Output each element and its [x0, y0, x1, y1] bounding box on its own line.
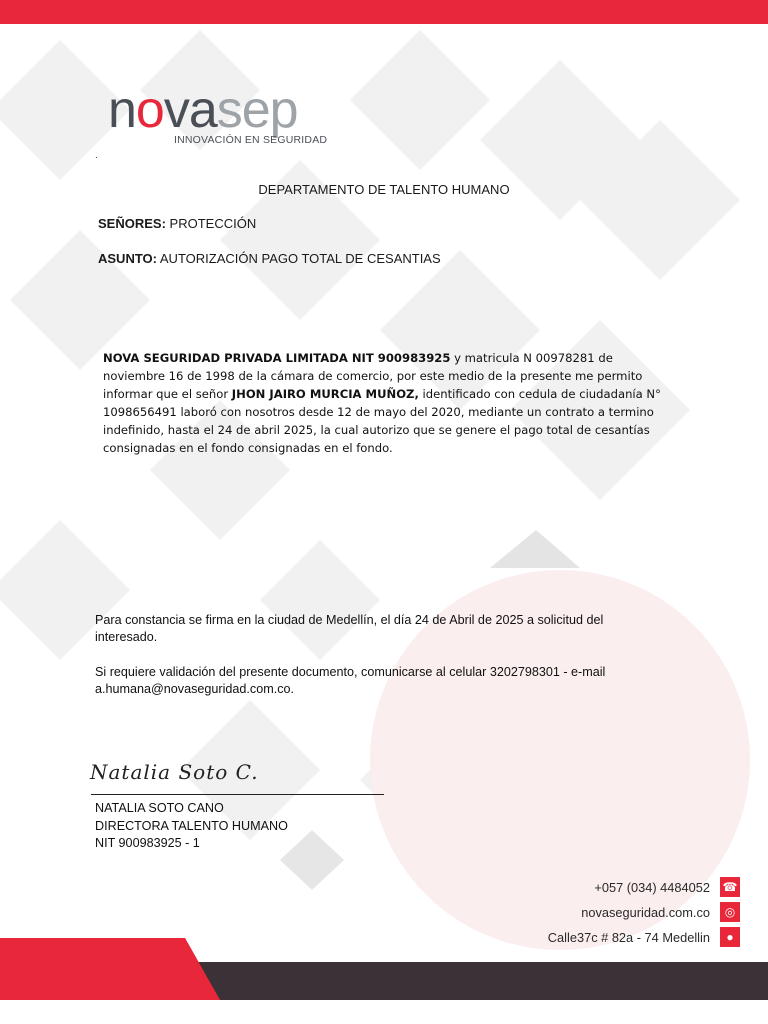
body-text-1: y matricula N 00978281 de noviembre 16 de 1998 de la cámara de comercio, por este medio de la presente me permito informar que el señor	[103, 351, 643, 401]
location-pin-icon: ●	[720, 927, 740, 947]
phone-icon: ☎	[720, 877, 740, 897]
contact-address-text: Calle37c # 82a - 74 Medellin	[547, 929, 710, 945]
bottom-red-overlay	[0, 938, 220, 1000]
senores-line	[98, 216, 256, 231]
asunto-label: ASUNTO:	[98, 251, 157, 266]
senores-label: SEÑORES:	[98, 216, 166, 231]
logo-tagline: INNOVACIÓN EN SEGURIDAD	[174, 134, 328, 146]
signer-block	[95, 800, 288, 853]
body-text-2: identificado con cedula de ciudadanía N° 1098656491 laboró con nosotros desde 12 de mayo del 2020, mediante un contrato a termino indefinido, hasta el 24 de abril 2025, la cual autorizo que se genere el pago total de cesantías consignadas en el fondo consignadas en el fondo.	[103, 387, 661, 455]
header-dot: .	[95, 150, 98, 161]
contact-address	[548, 927, 740, 947]
logo-wordmark: novasep	[108, 81, 298, 139]
asunto-line	[98, 251, 441, 266]
validacion-paragraph: Si requiere validación del presente documento, comunicarse al celular 3202798301 - e-mail a.humana@novaseguridad.com.co.	[95, 665, 606, 696]
company-name: NOVA SEGURIDAD PRIVADA LIMITADA NIT 900983925	[103, 351, 451, 365]
contact-web	[581, 902, 740, 922]
department-heading: DEPARTAMENTO DE TALENTO HUMANO	[258, 182, 510, 197]
handwritten-signature: Natalia Soto C.	[90, 760, 259, 784]
constancia-paragraph: Para constancia se firma en la ciudad de Medellín, el día 24 de Abril de 2025 a solicitud del interesado.	[95, 613, 604, 644]
signer-name: NATALIA SOTO CANO	[95, 801, 224, 815]
novasep-logo	[108, 81, 378, 152]
body-paragraph	[103, 349, 663, 457]
employee-name: JHON JAIRO MURCIA MUÑOZ,	[231, 387, 419, 401]
signer-nit: NIT 900983925 - 1	[95, 836, 200, 850]
globe-icon: ◎	[720, 902, 740, 922]
signature-line	[91, 794, 384, 795]
senores-value: PROTECCIÓN	[169, 216, 257, 231]
contact-web-text: novaseguridad.com.co	[581, 904, 710, 920]
signer-title: DIRECTORA TALENTO HUMANO	[95, 818, 288, 833]
contact-phone-text: +057 (034) 4484052	[594, 879, 710, 895]
asunto-value: AUTORIZACIÓN PAGO TOTAL DE CESANTIAS	[159, 251, 441, 266]
contact-phone	[594, 877, 740, 897]
